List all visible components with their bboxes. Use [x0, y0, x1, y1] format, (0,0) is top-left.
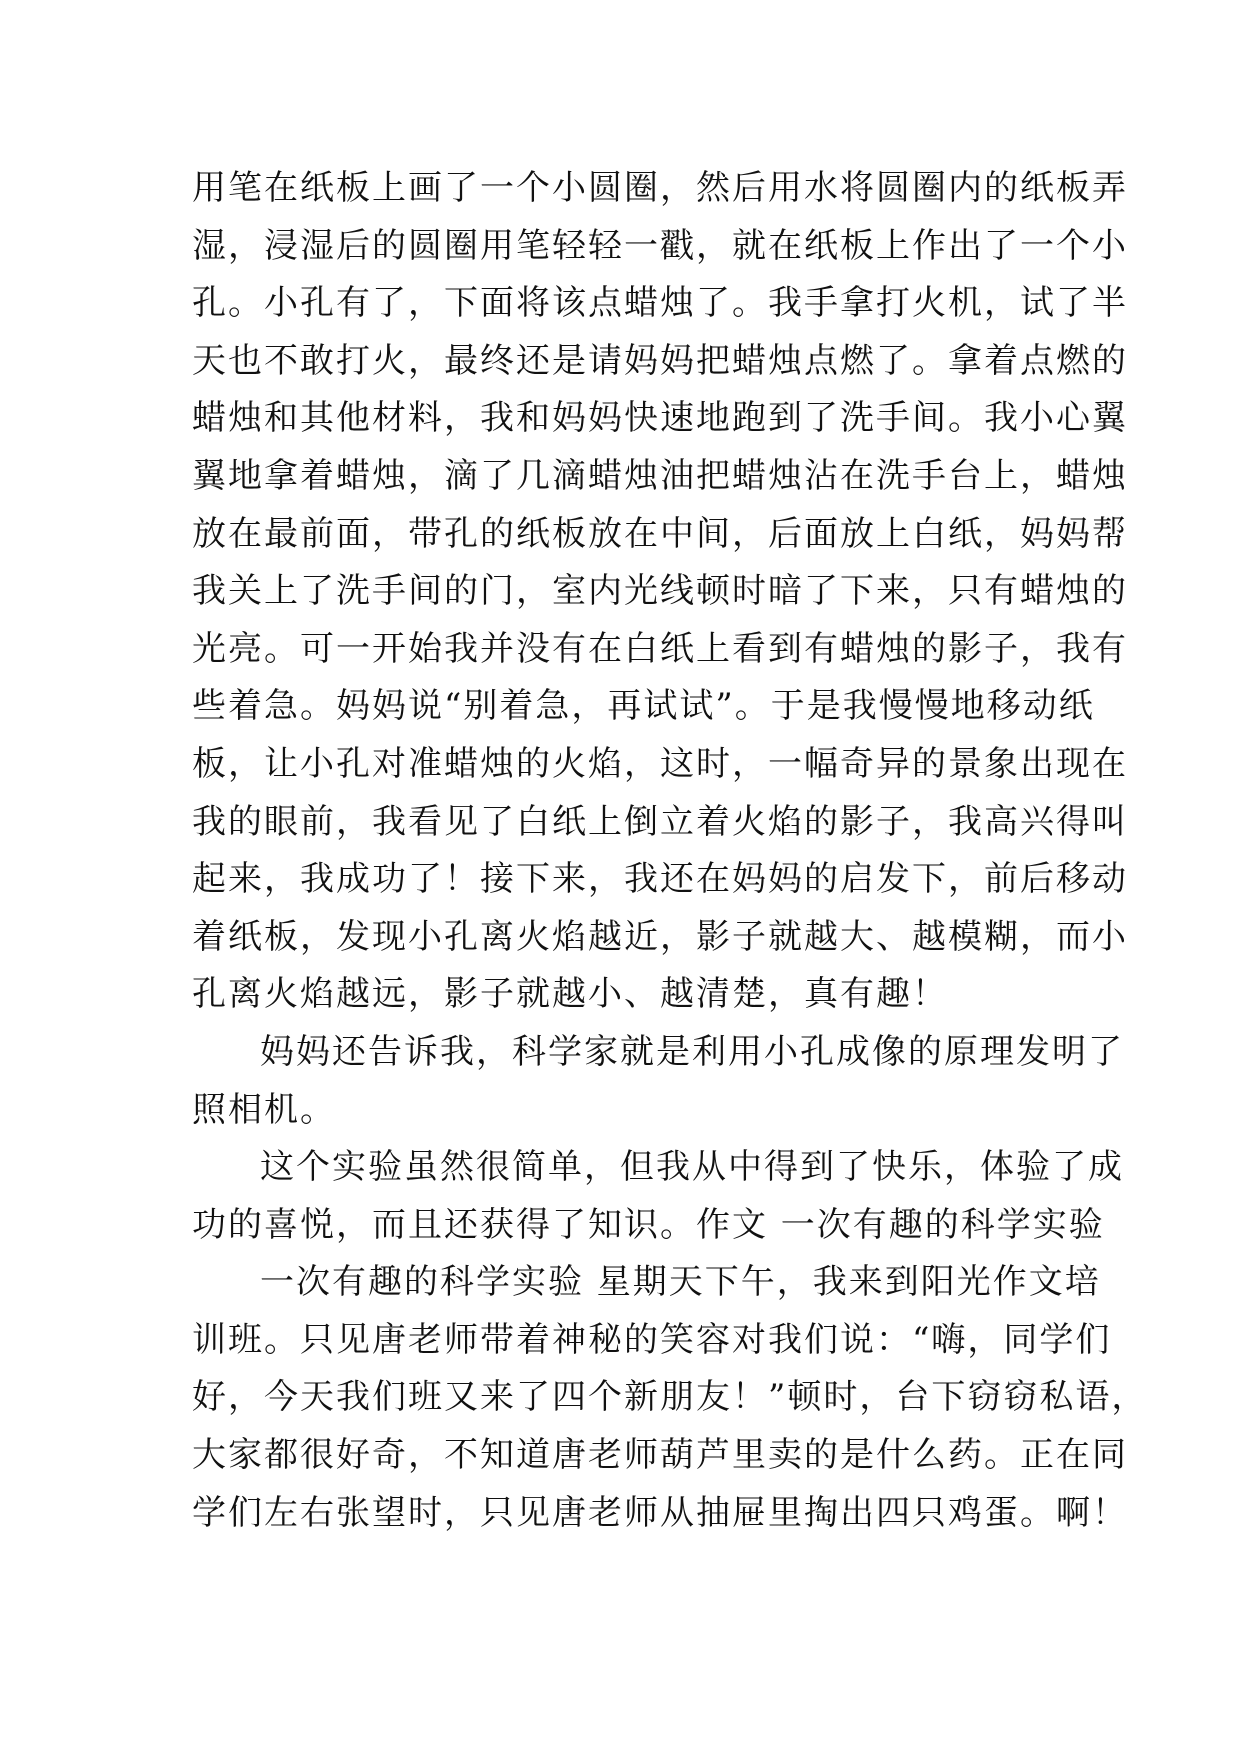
- text-line: 训班。只见唐老师带着神秘的笑容对我们说：“嗨，同学们: [192, 1319, 1112, 1360]
- paragraph-first-line: 一次有趣的科学实验 星期天下午，我来到阳光作文培: [260, 1262, 1101, 1303]
- text-line: 大家都很好奇，不知道唐老师葫芦里卖的是什么药。正在同: [192, 1435, 1128, 1476]
- text-line: 天也不敢打火，最终还是请妈妈把蜡烛点燃了。拿着点燃的: [192, 340, 1128, 381]
- text-line: 功的喜悦，而且还获得了知识。作文 一次有趣的科学实验: [192, 1204, 1105, 1245]
- paragraph-first-line: 这个实验虽然很简单，但我从中得到了快乐，体验了成: [260, 1147, 1124, 1188]
- text-line: 孔。小孔有了，下面将该点蜡烛了。我手拿打火机，试了半: [192, 283, 1128, 324]
- text-line: 好，今天我们班又来了四个新朋友！”顿时，台下窃窃私语，: [192, 1377, 1148, 1418]
- text-line: 照相机。: [192, 1089, 336, 1130]
- text-line: 光亮。可一开始我并没有在白纸上看到有蜡烛的影子，我有: [192, 628, 1128, 669]
- text-line: 学们左右张望时，只见唐老师从抽屉里掏出四只鸡蛋。啊！: [192, 1492, 1128, 1533]
- text-line: 我关上了洗手间的门，室内光线顿时暗了下来，只有蜡烛的: [192, 571, 1128, 612]
- text-line: 用笔在纸板上画了一个小圆圈，然后用水将圆圈内的纸板弄: [192, 168, 1128, 208]
- text-line: 些着急。妈妈说“别着急，再试试”。于是我慢慢地移动纸: [192, 686, 1095, 727]
- text-line: 放在最前面，带孔的纸板放在中间，后面放上白纸，妈妈帮: [192, 513, 1128, 554]
- text-line: 翼地拿着蜡烛，滴了几滴蜡烛油把蜡烛沾在洗手台上，蜡烛: [192, 455, 1128, 496]
- text-line: 板，让小孔对准蜡烛的火焰，这时，一幅奇异的景象出现在: [192, 743, 1128, 784]
- document-body: [192, 160, 1148, 1542]
- text-line: 我的眼前，我看见了白纸上倒立着火焰的影子，我高兴得叫: [192, 801, 1128, 842]
- paragraph-first-line: 妈妈还告诉我，科学家就是利用小孔成像的原理发明了: [260, 1031, 1124, 1072]
- text-line: 着纸板，发现小孔离火焰越近，影子就越大、越模糊，而小: [192, 916, 1128, 957]
- text-line: 孔离火焰越远，影子就越小、越清楚，真有趣！: [192, 974, 948, 1015]
- text-line: 湿，浸湿后的圆圈用笔轻轻一戳，就在纸板上作出了一个小: [192, 225, 1128, 266]
- text-line: 蜡烛和其他材料，我和妈妈快速地跑到了洗手间。我小心翼: [192, 398, 1128, 439]
- text-line: 起来，我成功了！接下来，我还在妈妈的启发下，前后移动: [192, 859, 1128, 900]
